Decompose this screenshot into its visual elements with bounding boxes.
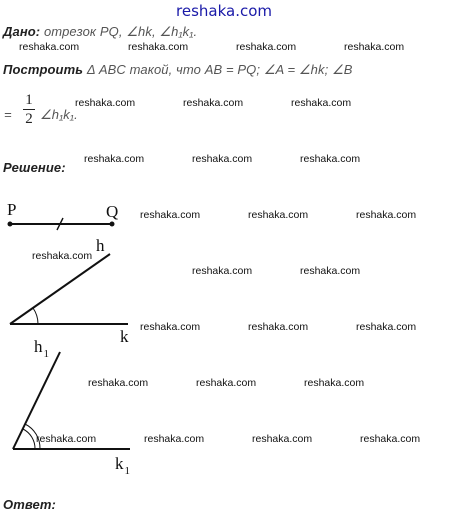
label-p: P	[7, 200, 17, 219]
watermark: reshaka.com	[75, 97, 136, 109]
watermark: reshaka.com	[84, 153, 145, 165]
given-label: Дано:	[3, 24, 41, 39]
label-h: h	[96, 236, 105, 255]
construct-label: Построить	[3, 62, 84, 77]
watermark: reshaka.com	[140, 321, 201, 333]
watermark: reshaka.com	[356, 209, 417, 221]
label-k1	[115, 454, 130, 477]
watermark: reshaka.com	[192, 265, 253, 277]
watermark: reshaka.com	[36, 433, 97, 445]
watermark: reshaka.com	[236, 41, 297, 53]
watermark: reshaka.com	[300, 265, 361, 277]
watermark: reshaka.com	[344, 41, 405, 53]
label-h1-subscript: 1	[43, 348, 49, 360]
given-text: отрезок PQ, ∠hk, ∠h₁k₁.	[43, 24, 198, 39]
label-k1-letter: k	[115, 454, 124, 473]
watermark: reshaka.com	[144, 433, 205, 445]
watermark: reshaka.com	[248, 321, 309, 333]
angle-hk	[10, 254, 128, 324]
label-k: k	[120, 327, 129, 346]
watermark: reshaka.com	[88, 377, 149, 389]
watermark: reshaka.com	[140, 209, 201, 221]
watermark: reshaka.com	[252, 433, 313, 445]
label-h1	[34, 337, 49, 360]
answer-label: Ответ:	[3, 497, 56, 512]
watermark: reshaka.com	[360, 433, 421, 445]
watermark: reshaka.com	[356, 321, 417, 333]
fraction-numerator: 1	[25, 92, 33, 108]
watermark: reshaka.com	[183, 97, 244, 109]
label-q: Q	[106, 202, 119, 221]
site-header[interactable]: reshaka.com	[176, 2, 272, 20]
watermark: reshaka.com	[248, 209, 309, 221]
watermark: reshaka.com	[32, 250, 93, 262]
label-h1-letter: h	[34, 337, 43, 356]
watermark: reshaka.com	[128, 41, 189, 53]
fraction-suffix: ∠h₁k₁.	[40, 107, 78, 122]
equals-sign: =	[4, 107, 12, 122]
watermark: reshaka.com	[192, 153, 253, 165]
solution-label: Решение:	[3, 160, 66, 175]
watermark: reshaka.com	[300, 153, 361, 165]
fraction-denominator: 2	[25, 111, 33, 127]
segment-pq	[8, 218, 115, 230]
watermark: reshaka.com	[291, 97, 352, 109]
watermark: reshaka.com	[19, 41, 80, 53]
label-k1-subscript: 1	[124, 465, 130, 477]
watermark: reshaka.com	[196, 377, 257, 389]
watermark: reshaka.com	[304, 377, 365, 389]
construct-text: Δ ABC такой, что AB = PQ; ∠A = ∠hk; ∠B	[86, 62, 353, 77]
